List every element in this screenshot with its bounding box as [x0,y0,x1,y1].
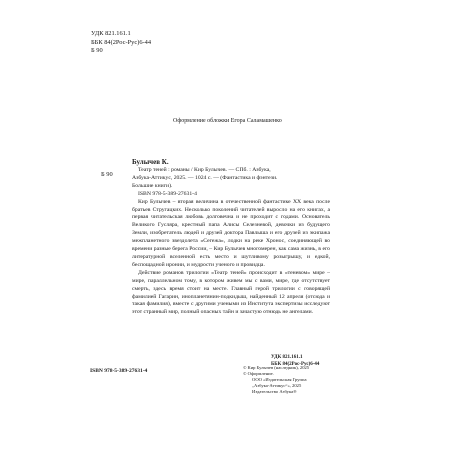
copyright-line: Издательство Азбука® [252,389,297,395]
description-isbn: ISBN 978-5-389-27631-4 [138,190,197,197]
copyright-block [243,365,309,395]
author-code: Б 90 [101,171,113,178]
isbn-number: ISBN 978-5-389-27631-4 [90,368,148,374]
description-line: Большие книги). [132,182,173,189]
description-line: Азбука-Аттикус, 2025. — 1024 с. — (Фантастика и фэнтези. [132,174,278,181]
annotation-paragraph: Действие романов трилогии «Театр теней» происходит в «теневом» мире – мире, параллельном тому, в котором живем мы с вами, мире, где отсутствует смерть, здесь время стоит на месте. Главный герой трилогии с говорящей фамилией Гагарин, инопланетянин-подкидыш, найденный 12 апреля (отсюда и такая фамилия), вместе с другими учеными из Института экспертизы исследуют этот странный мир, полный опасных тайн и зачастую отнюдь не ангелами. [132,269,330,316]
copyright-line: © Кир Булычев (наследник), 2025 [243,365,310,370]
udk-code: УДК 821.161.1 [271,355,303,360]
author-name: Булычев К. [132,158,169,166]
copyright-line: © Оформление. [243,371,274,377]
bbk-code: ББК 84(2Рос-Рус)6-44 [271,361,320,367]
classification-block [91,30,151,56]
udk-code: УДК 821.161.1 [91,30,131,37]
cover-credit: Оформление обложки Егора Саламашенко [173,118,282,124]
annotation-paragraph: Кир Булычев – вторая величина в отечественной фантастике XX века после братьев Стругацких. Несколько поколений читателей выросло на его книгах, а первая читательская любовь долговечна и не проходит с годами. Основатель Великого Гусляра, крестный папа Алисы Селезневой, девочки из будущего Земли, изобретатель людей и друзей доктора Павлыша и его друзей из экипажа межпланетного звездолета «Сегежа», лодки на реке Хронос, соединяющей во времени разные берега России, – Кир Булычев многомерен, как сама жизнь, в его литературной вселенной есть место и шутливому розыгрышу, и едкой, беспощадной иронии, и мудрости ученого и провидца. [132,198,330,268]
copyright-line: ООО «Издательская Группа [252,377,307,383]
copyright-line: „Азбука-Аттикус“», 2025 [252,383,302,389]
author-mark: Б 90 [91,47,103,55]
bbk-code: ББК 84(2Рос-Рус)6-44 [91,38,152,46]
bibliographic-description [132,167,330,317]
description-line: Театр теней : романы / Кир Булычев. — СПб. : Азбука, [138,167,271,173]
